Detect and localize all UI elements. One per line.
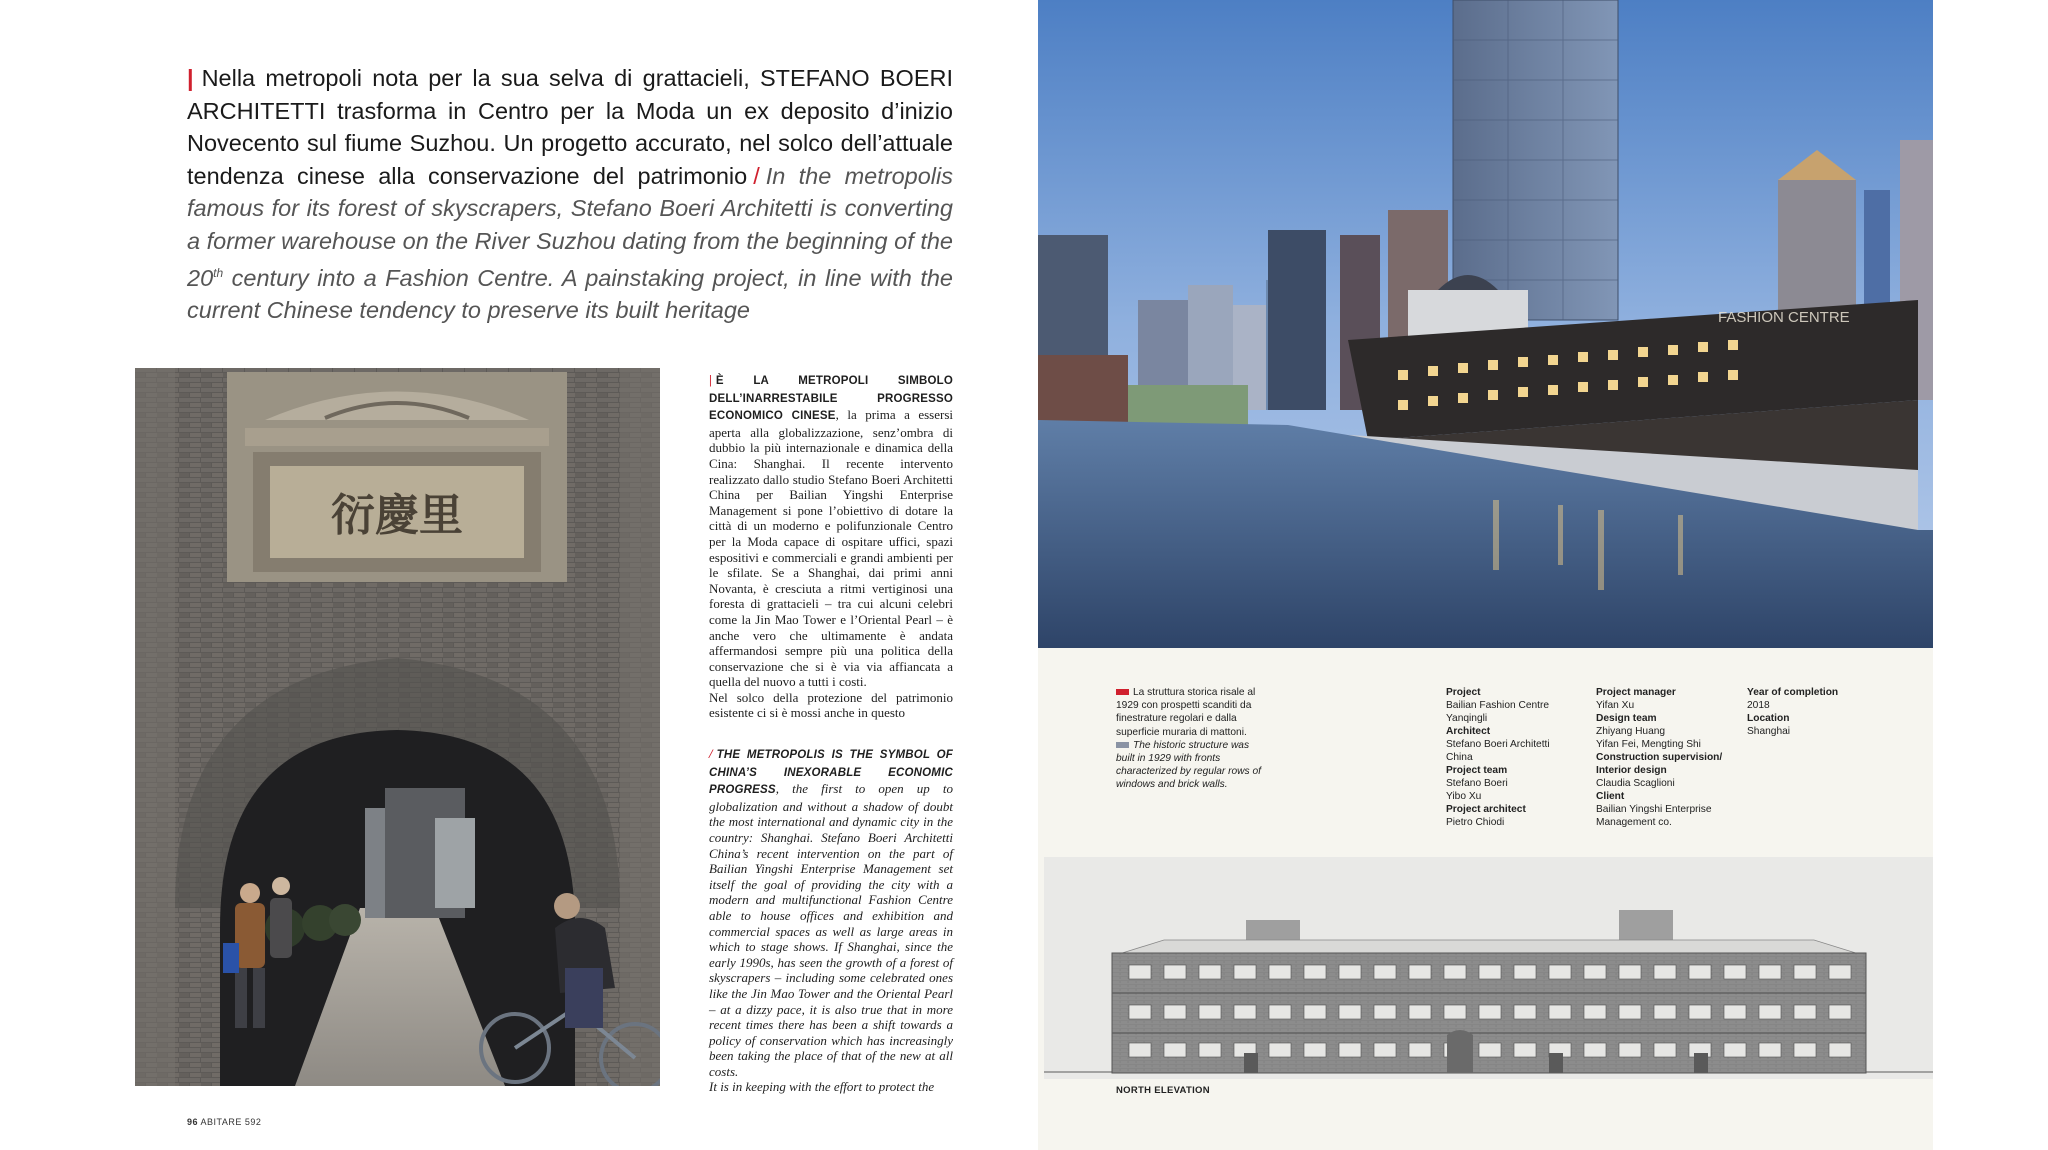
caption-swatch-en xyxy=(1116,742,1129,748)
body-english-text: , the first to open up to globalization and without a shadow of doubt the most international and dynamic city in the country: Shanghai. Stefano Boeri Architetti China’s recent intervention on the part of Bailian Yingshi Enterprise Management set itself the goal of providing the city with a modern and multifunctional Fashion Centre able to house offices and exhibition and commercial spaces as well as large areas in which to stage shows. If Shanghai, since the early 1990s, has seen the growth of a forest of skyscrapers – including some celebrated ones like the Jin Mao Tower and the Oriental Pearl – at a dizzy pace, it is also true that in more recent times there has been a shift towards a policy of conservation which has increasingly been taking the place of that of the new at all costs. xyxy=(709,781,953,1079)
body-italian-text-2: Nel solco della protezione del patrimonio esistente ci si è mossi anche in questo xyxy=(709,689,953,721)
page-number: 96 xyxy=(187,1117,199,1127)
fashion-centre-sign: FASHION CENTRE xyxy=(1718,309,1850,326)
magazine-issue: ABITARE 592 xyxy=(200,1117,262,1127)
credits-column-3: Year of completion 2018 Location Shanghai xyxy=(1747,687,1839,737)
body-english-text-2: It is in keeping with the effort to protect the xyxy=(709,1079,935,1095)
body-english xyxy=(709,746,953,1095)
river-photo xyxy=(1038,0,1933,648)
caption-swatch-it xyxy=(1116,689,1129,695)
photo-caption xyxy=(1116,686,1268,792)
page-folio xyxy=(187,1117,261,1127)
red-slash-separator: / xyxy=(753,162,760,189)
credits-column-2: Project manager Yifan Xu Design team Zhiyang Huang Yifan Fei, Mengting Shi Construction supervision/ Interior design Claudia Scaglioni Client Bailian Yingshi Enterprise Management co. xyxy=(1596,687,1723,828)
red-bar-marker: | xyxy=(709,372,712,387)
north-elevation-drawing xyxy=(1044,857,1933,1079)
red-bar-marker: | xyxy=(187,65,194,91)
intro-italian: Nella metropoli nota per la sua selva di grattacieli, STEFANO BOERI ARCHITETTI trasforma in Centro per la Moda un ex deposito d’inizio Novecento sul fiume Suzhou. Un progetto accurato, nel solco dell’attuale tendenza cinese alla conservazione del patrimonio xyxy=(187,65,953,189)
body-italian-lead: È LA METROPOLI SIMBOLO DELL’INARRESTABILE PROGRESSO ECONOMICO CINESE xyxy=(709,375,953,423)
body-italian xyxy=(709,372,953,721)
body-italian-text: , la prima a essersi aperta alla globalizzazione, senz’ombra di dubbio la più internazionale e dinamica della Cina: Shanghai. Il recente intervento realizzato dallo studio Stefano Boeri Architetti China per Bailian Yingshi Enterprise Management si pone l’obiettivo di dotare la città di un moderno e polifunzionale Centro per la Moda capace di ospitare uffici, spazi espositivi e commerciali e grandi ambienti per le sfilate. Se a Shanghai, dai primi anni Novanta, è cresciuta a ritmi vertiginosi una foresta di grattacieli – tra cui alcuni celebri come la Jin Mao Tower e l’Oriental Pearl – è anche vero che ultimamente è andata affermandosi sempre più una politica della conservazione che si è via via affiancata a quella del nuovo a tutti i costi. xyxy=(709,407,954,690)
caption-english: The historic structure was built in 1929 with fronts characterized by regular rows of windows and brick walls. xyxy=(1116,739,1261,791)
intro-english: In the metropolis famous for its forest of skyscrapers, Stefano Boeri Architetti is converting a former warehouse on the River Suzhou dating from the beginning of the 20th century into a Fashion Centre. A painstaking project, in line with the current Chinese tendency to preserve its built heritage xyxy=(187,162,953,324)
archway-photo xyxy=(135,368,660,1086)
gate-sign-text: 衍慶里 xyxy=(331,490,463,541)
red-bar-marker: / xyxy=(709,746,713,761)
credits-column-1: Project Bailian Fashion Centre Yanqingli Architect Stefano Boeri Architetti China Project team Stefano Boeri Yibo Xu Project architect Pietro Chiodi xyxy=(1446,687,1550,828)
elevation-label: NORTH ELEVATION xyxy=(1116,1085,1210,1096)
body-english-lead: THE METROPOLIS IS THE SYMBOL OF CHINA’S INEXORABLE ECONOMIC PROGRESS xyxy=(709,749,953,797)
right-margin xyxy=(1933,0,2048,1150)
intro-text xyxy=(187,62,953,327)
caption-italian: La struttura storica risale al 1929 con prospetti scanditi da finestrature regolari e dalla superficie muraria di mattoni. xyxy=(1116,687,1256,738)
